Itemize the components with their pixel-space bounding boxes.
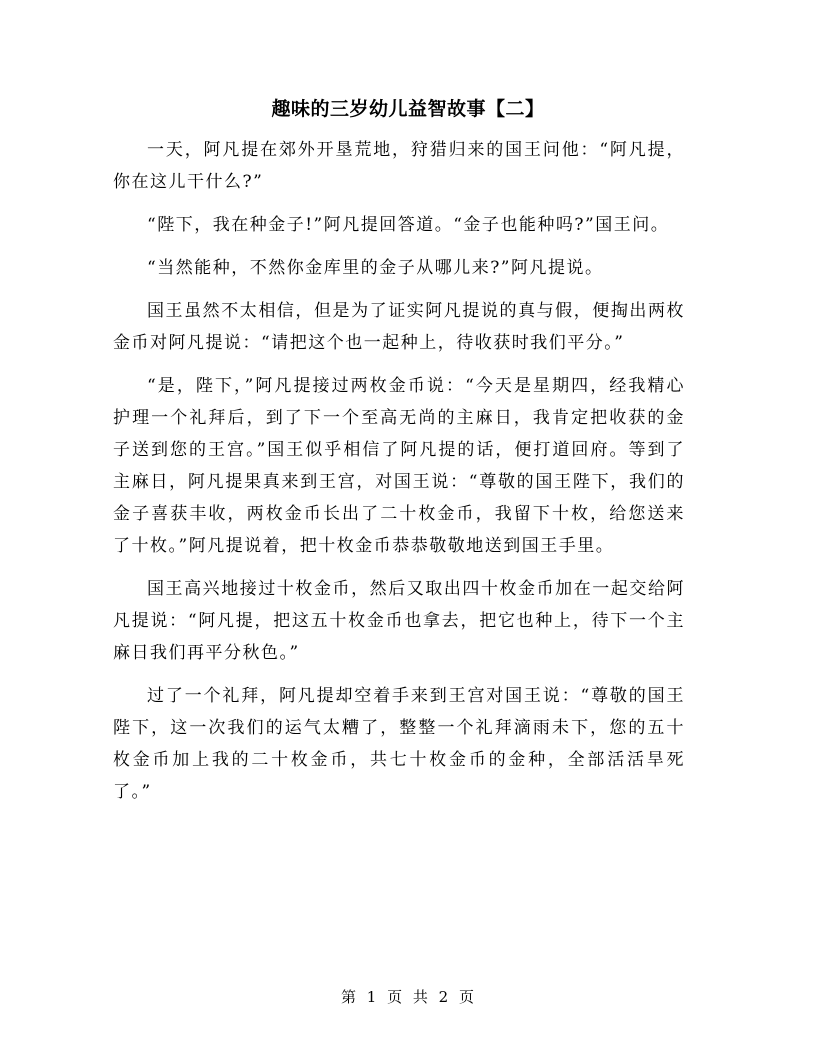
paragraph: 国王虽然不太相信，但是为了证实阿凡提说的真与假，便掏出两枚金币对阿凡提说：“请把这个也一起种上，待收获时我们平分。” — [113, 301, 685, 353]
paragraph: “陛下，我在种金子!”阿凡提回答道。“金子也能种吗?”国王问。 — [147, 215, 670, 235]
paragraph: 一天，阿凡提在郊外开垦荒地，狩猎归来的国王问他：“阿凡提，你在这儿干什么?” — [113, 140, 685, 192]
page-number-footer: 第 1 页 共 2 页 — [341, 988, 475, 1006]
document-title: 趣味的三岁幼儿益智故事【二】 — [271, 98, 545, 120]
paragraph: “是，陛下，”阿凡提接过两枚金币说：“今天是星期四，经我精心护理一个礼拜后，到了下一个至高无尚的主麻日，我肯定把收获的金子送到您的王宫。”国王似乎相信了阿凡提的话，便打道回府。等到了主麻日，阿凡提果真来到王宫，对国王说：“尊敬的国王陛下，我们的金子喜获丰收，两枚金币长出了二十枚金币，我留下十枚，给您送来了十枚。”阿凡提说着，把十枚金币恭恭敬敬地送到国王手里。 — [113, 376, 685, 556]
paragraph: 国王高兴地接过十枚金币，然后又取出四十枚金币加在一起交给阿凡提说：“阿凡提，把这五十枚金币也拿去，把它也种上，待下一个主麻日我们再平分秋色。” — [113, 579, 685, 663]
paragraph: 过了一个礼拜，阿凡提却空着手来到王宫对国王说：“尊敬的国王陛下，这一次我们的运气太糟了，整整一个礼拜滴雨未下，您的五十枚金币加上我的二十枚金币，共七十枚金币的金种，全部活活旱死了。” — [113, 686, 685, 802]
paragraph: “当然能种，不然你金库里的金子从哪儿来?”阿凡提说。 — [147, 258, 604, 278]
document-body — [113, 134, 685, 819]
